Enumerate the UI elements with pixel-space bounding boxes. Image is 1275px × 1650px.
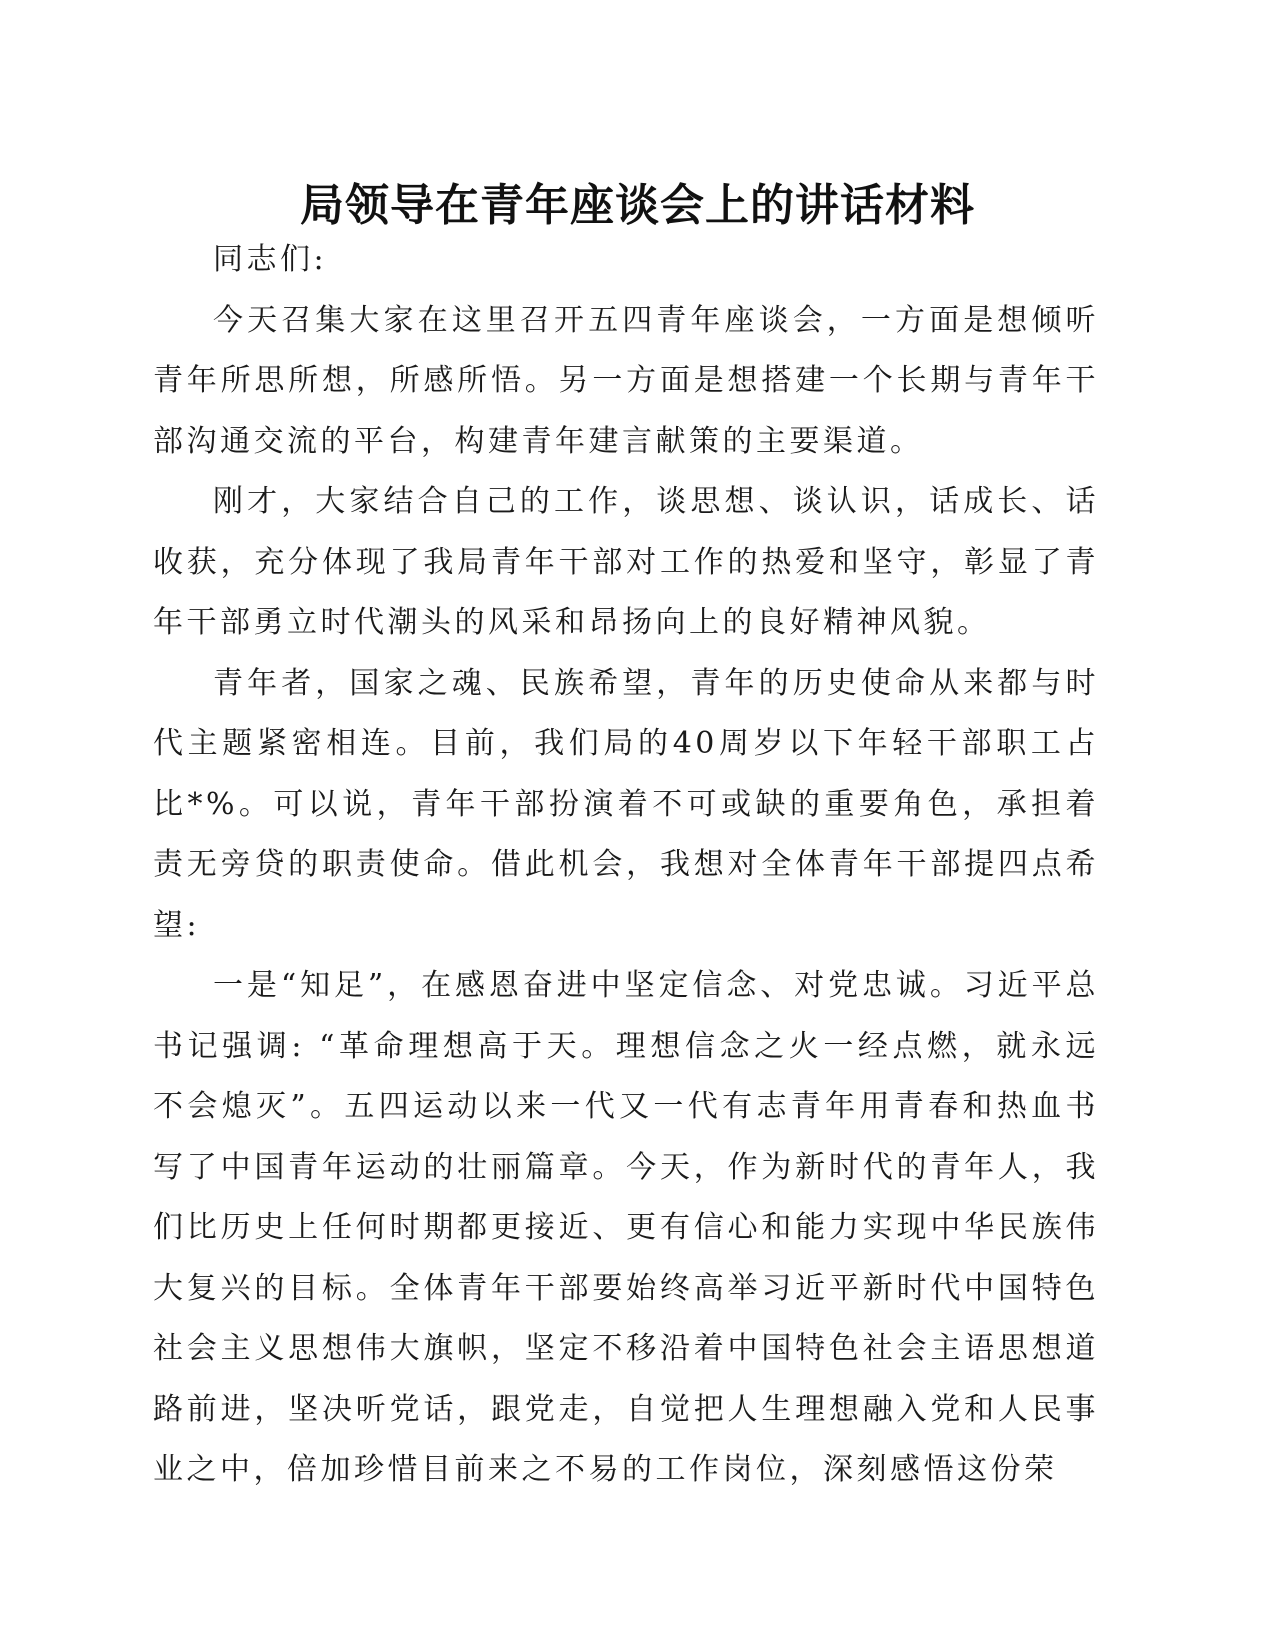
paragraph-intro: 今天召集大家在这里召开五四青年座谈会，一方面是想倾听青年所思所想，所感所悟。另一方面是想搭建一个长期与青年干部沟通交流的平台，构建青年建言献策的主要渠道。 — [153, 302, 1099, 459]
paragraph-review: 刚才，大家结合自己的工作，谈思想、谈认识，话成长、话收获，充分体现了我局青年干部对工作的热爱和坚守，彰显了青年干部勇立时代潮头的风采和昂扬向上的良好精神风貌。 — [153, 484, 1099, 640]
salutation: 同志们: — [213, 242, 328, 277]
paragraph-youth-mission: 青年者，国家之魂、民族希望，青年的历史使命从来都与时代主题紧密相连。目前，我们局的40周岁以下年轻干部职工占比*%。可以说，青年干部扮演着不可或缺的重要角色，承担着责无旁贷的职责使命。借此机会，我想对全体青年干部提四点希望: — [153, 665, 1099, 943]
paragraph-hope-one: 一是“知足”，在感恩奋进中坚定信念、对党忠诚。习近平总书记强调: “革命理想高于天。理想信念之火一经点燃，就永远不会熄灭”。五四运动以来一代又一代有志青年用青春和热血书写了中国青年运动的壮丽篇章。今天，作为新时代的青年人，我们比历史上任何时期都更接近、更有信心和能力实现中华民族伟大复兴的目标。全体青年干部要始终高举习近平新时代中国特色社会主义思想伟大旗帜，坚定不移沿着中国特色社会主语思想道路前进，坚决听党话，跟党走，自觉把人生理想融入党和人民事业之中，倍加珍惜目前来之不易的工作岗位，深刻感悟这份荣 — [153, 968, 1099, 1487]
document-title: 局领导在青年座谈会上的讲话材料 — [300, 180, 975, 231]
document-body — [153, 230, 1099, 1501]
